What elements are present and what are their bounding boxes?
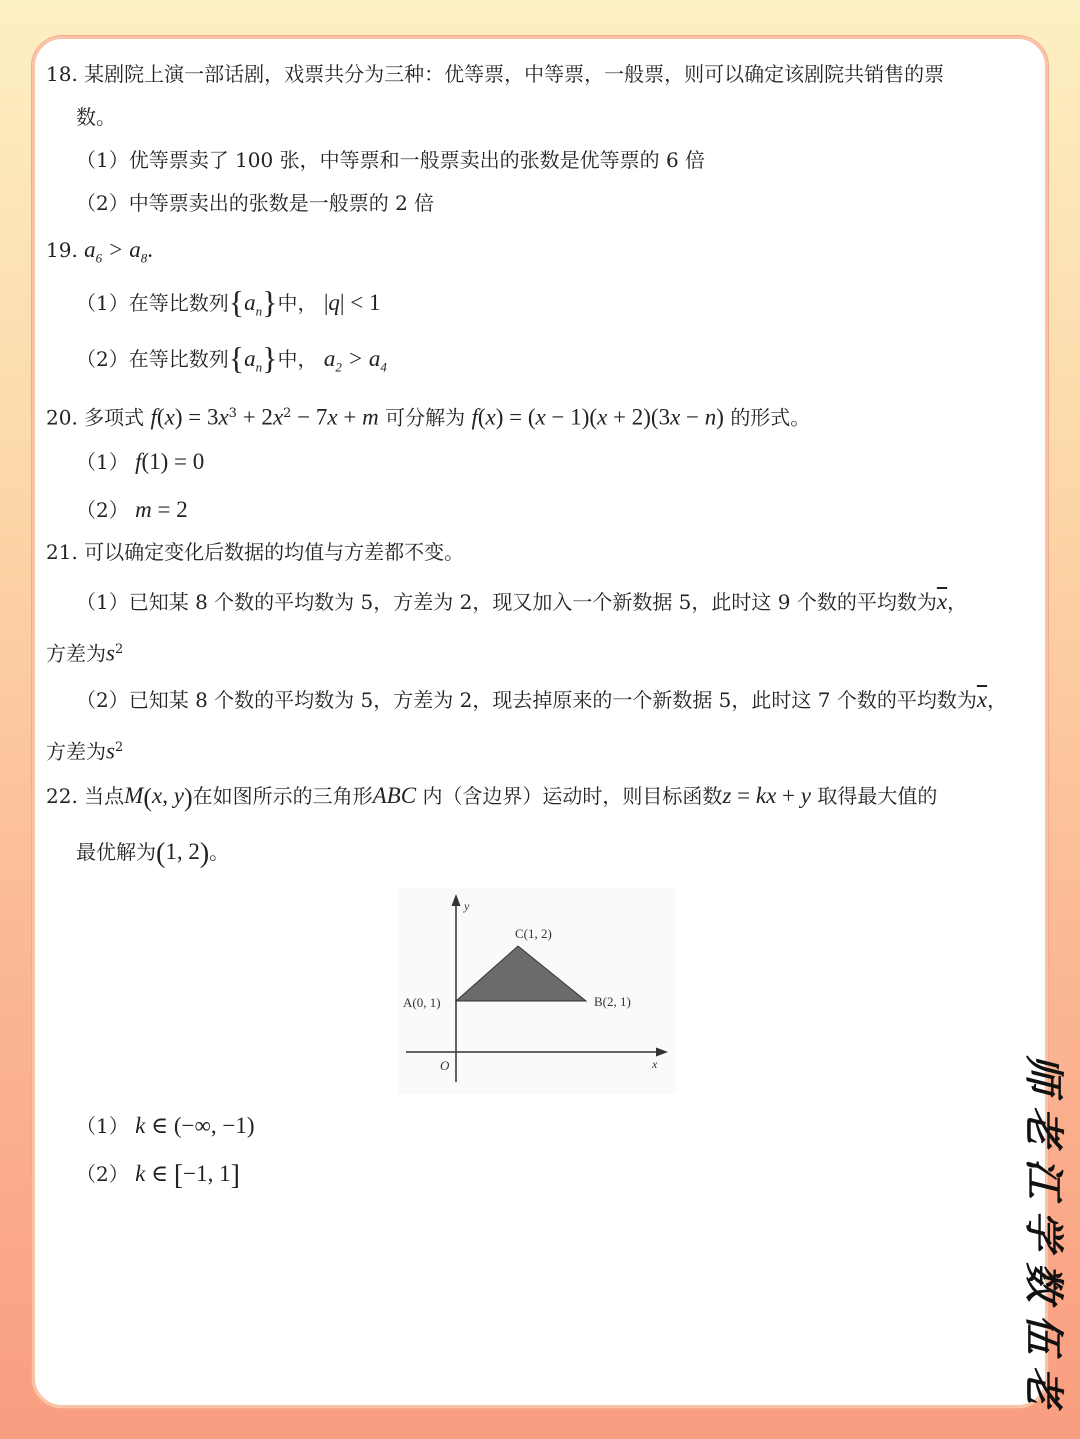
q20-condition-2: （2） m = 2 [76,497,188,522]
q19-stem: 19. $a_6 > a_8$. [46,237,153,266]
triangle-abc [456,946,586,1001]
q21-stem: 21. 可以确定变化后数据的均值与方差都不变。 [46,540,465,564]
q21-condition-1-line1: （1）已知某 8 个数的平均数为 5，方差为 2，现又加入一个新数据 5，此时这 9 个数的平均数为$\overline{x}$， [76,589,968,614]
q20-prefix: 20. 多项式 [46,405,145,430]
q19-condition-2: （2）在等比数列$\{a_n\}$中， $a_2 > a_4$ [76,340,387,376]
coordinate-plot [398,888,676,1094]
q19-c1-text: （1）在等比数列 [76,291,229,315]
question-card [32,36,1048,1408]
point-a-label: A(0, 1) [403,995,441,1010]
q20-mid: 可分解为 [385,405,466,430]
x-axis-label: x [652,1057,658,1071]
point-c-label: C(1, 2) [515,926,552,941]
q21-condition-2-line1: （2）已知某 8 个数的平均数为 5，方差为 2，现去掉原来的一个新数据 5，此时这 7 个数的平均数为$\overline{x}$， [76,687,1008,712]
q19-number: 19. [46,238,78,262]
q20-condition-1: （1） f(1) = 0 [76,449,205,474]
q22-condition-1: （1） k ∈ (−∞, −1) [76,1113,255,1138]
q21-condition-2-line2: 方差为$s^2$ [46,738,124,764]
q20-stem: 20. 多项式 $f(x) = 3x^3 + 2x^2 - 7x + m$ 可分解为 f(x) = (x − 1)(x + 2)(3x − n) 的形式。 [46,404,811,430]
y-axis-label: y [464,899,470,913]
q19-c1-mid: 中， [277,291,318,315]
q19-formula: $a_6 > a_8$ [84,237,148,266]
q20-suffix: 的形式。 [730,405,811,430]
q19-c2-text: （2）在等比数列 [76,347,229,371]
q18-condition-2: （2）中等票卖出的张数是一般票的 2 倍 [76,191,435,215]
q22-stem-line2: 最优解为(1, 2)。 [76,838,230,869]
q19-condition-1: （1）在等比数列$\{a_n\}$中， |q| < 1 [76,284,381,320]
q18-stem-line1: 18. 某剧院上演一部话剧，戏票共分为三种：优等票，中等票，一般票，则可以确定该剧院共销售的票 [46,62,945,86]
q18-condition-1: （1）优等票卖了 100 张，中等票和一般票卖出的张数是优等票的 6 倍 [76,148,706,172]
point-b-label: B(2, 1) [594,994,631,1009]
q18-stem-line2: 数。 [76,105,116,129]
q22-stem-line1: 22. 当点M(x, y)在如图所示的三角形ABC 内（含边界）运动时，则目标函数z = kx + y 取得最大值的 [46,783,938,812]
triangle-figure [398,888,676,1094]
author-signature: 师 老 江 学 数 伍 老 [1020,1054,1067,1406]
origin-label: O [440,1058,450,1073]
q19-c2-mid: 中， [277,347,318,371]
q21-condition-1-line2: 方差为$s^2$ [46,640,124,666]
q22-condition-2: （2） k ∈ [−1, 1] [76,1160,240,1191]
